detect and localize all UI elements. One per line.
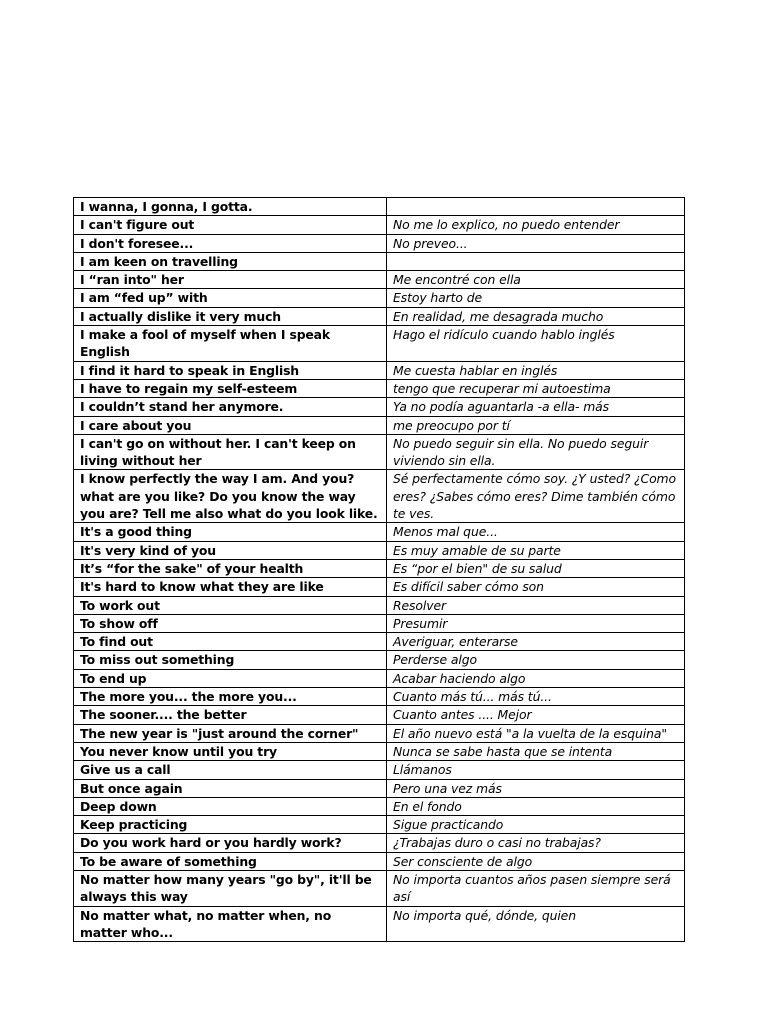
spanish-translation-cell: Sigue practicando (387, 816, 685, 834)
table-row (74, 379, 685, 397)
english-phrase-cell: No matter how many years "go by", it'll be always this way (74, 870, 387, 906)
english-phrase-cell: I am keen on travelling (74, 252, 387, 270)
spanish-translation-cell: Es “por el bien" de su salud (387, 559, 685, 577)
table-row (74, 234, 685, 252)
english-phrase-cell: I have to regain my self-esteem (74, 379, 387, 397)
spanish-translation-cell: Menos mal que... (387, 523, 685, 541)
english-phrase-cell: I actually dislike it very much (74, 307, 387, 325)
english-phrase-cell: Deep down (74, 797, 387, 815)
table-row (74, 596, 685, 614)
spanish-translation-cell: Resolver (387, 596, 685, 614)
spanish-translation-cell: No puedo seguir sin ella. No puedo seguir viviendo sin ella. (387, 434, 685, 470)
table-row (74, 779, 685, 797)
table-row (74, 614, 685, 632)
table-row (74, 271, 685, 289)
spanish-translation-cell: Cuanto antes .... Mejor (387, 706, 685, 724)
table-row (74, 198, 685, 216)
table-row (74, 289, 685, 307)
english-phrase-cell: To end up (74, 669, 387, 687)
spanish-translation-cell: Pero una vez más (387, 779, 685, 797)
spanish-translation-cell: Nunca se sabe hasta que se intenta (387, 742, 685, 760)
table-row (74, 816, 685, 834)
phrase-table (73, 197, 685, 942)
english-phrase-cell: I don't foresee... (74, 234, 387, 252)
english-phrase-cell: The sooner.... the better (74, 706, 387, 724)
spanish-translation-cell (387, 198, 685, 216)
spanish-translation-cell: Ser consciente de algo (387, 852, 685, 870)
spanish-translation-cell: Es muy amable de su parte (387, 541, 685, 559)
table-row (74, 416, 685, 434)
phrase-table-body (74, 198, 685, 942)
spanish-translation-cell: Averiguar, enterarse (387, 633, 685, 651)
spanish-translation-cell: Es difícil saber cómo son (387, 578, 685, 596)
spanish-translation-cell: No importa qué, dónde, quien (387, 906, 685, 942)
spanish-translation-cell: Estoy harto de (387, 289, 685, 307)
table-row (74, 523, 685, 541)
table-row (74, 361, 685, 379)
table-row (74, 651, 685, 669)
table-row (74, 761, 685, 779)
table-row (74, 724, 685, 742)
spanish-translation-cell (387, 252, 685, 270)
english-phrase-cell: I know perfectly the way I am. And you? what are you like? Do you know the way you are? Tell me also what do you look like. (74, 470, 387, 523)
english-phrase-cell: The new year is "just around the corner" (74, 724, 387, 742)
table-row (74, 906, 685, 942)
spanish-translation-cell: El año nuevo está "a la vuelta de la esquina" (387, 724, 685, 742)
table-row (74, 742, 685, 760)
table-row (74, 578, 685, 596)
spanish-translation-cell: Sé perfectamente cómo soy. ¿Y usted? ¿Como eres? ¿Sabes cómo eres? Dime también cómo te ves. (387, 470, 685, 523)
english-phrase-cell: I can't go on without her. I can't keep on living without her (74, 434, 387, 470)
english-phrase-cell: Give us a call (74, 761, 387, 779)
spanish-translation-cell: Me encontré con ella (387, 271, 685, 289)
spanish-translation-cell: Llámanos (387, 761, 685, 779)
english-phrase-cell: It's a good thing (74, 523, 387, 541)
table-row (74, 216, 685, 234)
english-phrase-cell: But once again (74, 779, 387, 797)
english-phrase-cell: I am “fed up” with (74, 289, 387, 307)
spanish-translation-cell: tengo que recuperar mi autoestima (387, 379, 685, 397)
spanish-translation-cell: No me lo explico, no puedo entender (387, 216, 685, 234)
table-row (74, 852, 685, 870)
english-phrase-cell: You never know until you try (74, 742, 387, 760)
english-phrase-cell: I couldn’t stand her anymore. (74, 398, 387, 416)
english-phrase-cell: The more you... the more you... (74, 688, 387, 706)
table-row (74, 834, 685, 852)
english-phrase-cell: I make a fool of myself when I speak English (74, 326, 387, 362)
spanish-translation-cell: Presumir (387, 614, 685, 632)
table-row (74, 326, 685, 362)
english-phrase-cell: To be aware of something (74, 852, 387, 870)
english-phrase-cell: To show off (74, 614, 387, 632)
spanish-translation-cell: Hago el ridículo cuando hablo inglés (387, 326, 685, 362)
english-phrase-cell: I can't figure out (74, 216, 387, 234)
spanish-translation-cell: Me cuesta hablar en inglés (387, 361, 685, 379)
table-row (74, 706, 685, 724)
spanish-translation-cell: No importa cuantos años pasen siempre será así (387, 870, 685, 906)
table-row (74, 434, 685, 470)
english-phrase-cell: Keep practicing (74, 816, 387, 834)
english-phrase-cell: I care about you (74, 416, 387, 434)
english-phrase-cell: It’s “for the sake" of your health (74, 559, 387, 577)
spanish-translation-cell: Ya no podía aguantarla -a ella- más (387, 398, 685, 416)
english-phrase-cell: I “ran into" her (74, 271, 387, 289)
english-phrase-cell: To work out (74, 596, 387, 614)
english-phrase-cell: Do you work hard or you hardly work? (74, 834, 387, 852)
table-row (74, 307, 685, 325)
spanish-translation-cell: Perderse algo (387, 651, 685, 669)
english-phrase-cell: To miss out something (74, 651, 387, 669)
table-row (74, 688, 685, 706)
spanish-translation-cell: En el fondo (387, 797, 685, 815)
spanish-translation-cell: me preocupo por tí (387, 416, 685, 434)
table-row (74, 633, 685, 651)
table-row (74, 559, 685, 577)
english-phrase-cell: No matter what, no matter when, no matter who... (74, 906, 387, 942)
spanish-translation-cell: No preveo... (387, 234, 685, 252)
table-row (74, 669, 685, 687)
table-row (74, 470, 685, 523)
table-row (74, 870, 685, 906)
table-row (74, 541, 685, 559)
english-phrase-cell: It's hard to know what they are like (74, 578, 387, 596)
english-phrase-cell: It's very kind of you (74, 541, 387, 559)
spanish-translation-cell: En realidad, me desagrada mucho (387, 307, 685, 325)
spanish-translation-cell: ¿Trabajas duro o casi no trabajas? (387, 834, 685, 852)
table-row (74, 797, 685, 815)
table-row (74, 252, 685, 270)
spanish-translation-cell: Cuanto más tú... más tú... (387, 688, 685, 706)
english-phrase-cell: I find it hard to speak in English (74, 361, 387, 379)
spanish-translation-cell: Acabar haciendo algo (387, 669, 685, 687)
english-phrase-cell: To find out (74, 633, 387, 651)
english-phrase-cell: I wanna, I gonna, I gotta. (74, 198, 387, 216)
table-row (74, 398, 685, 416)
